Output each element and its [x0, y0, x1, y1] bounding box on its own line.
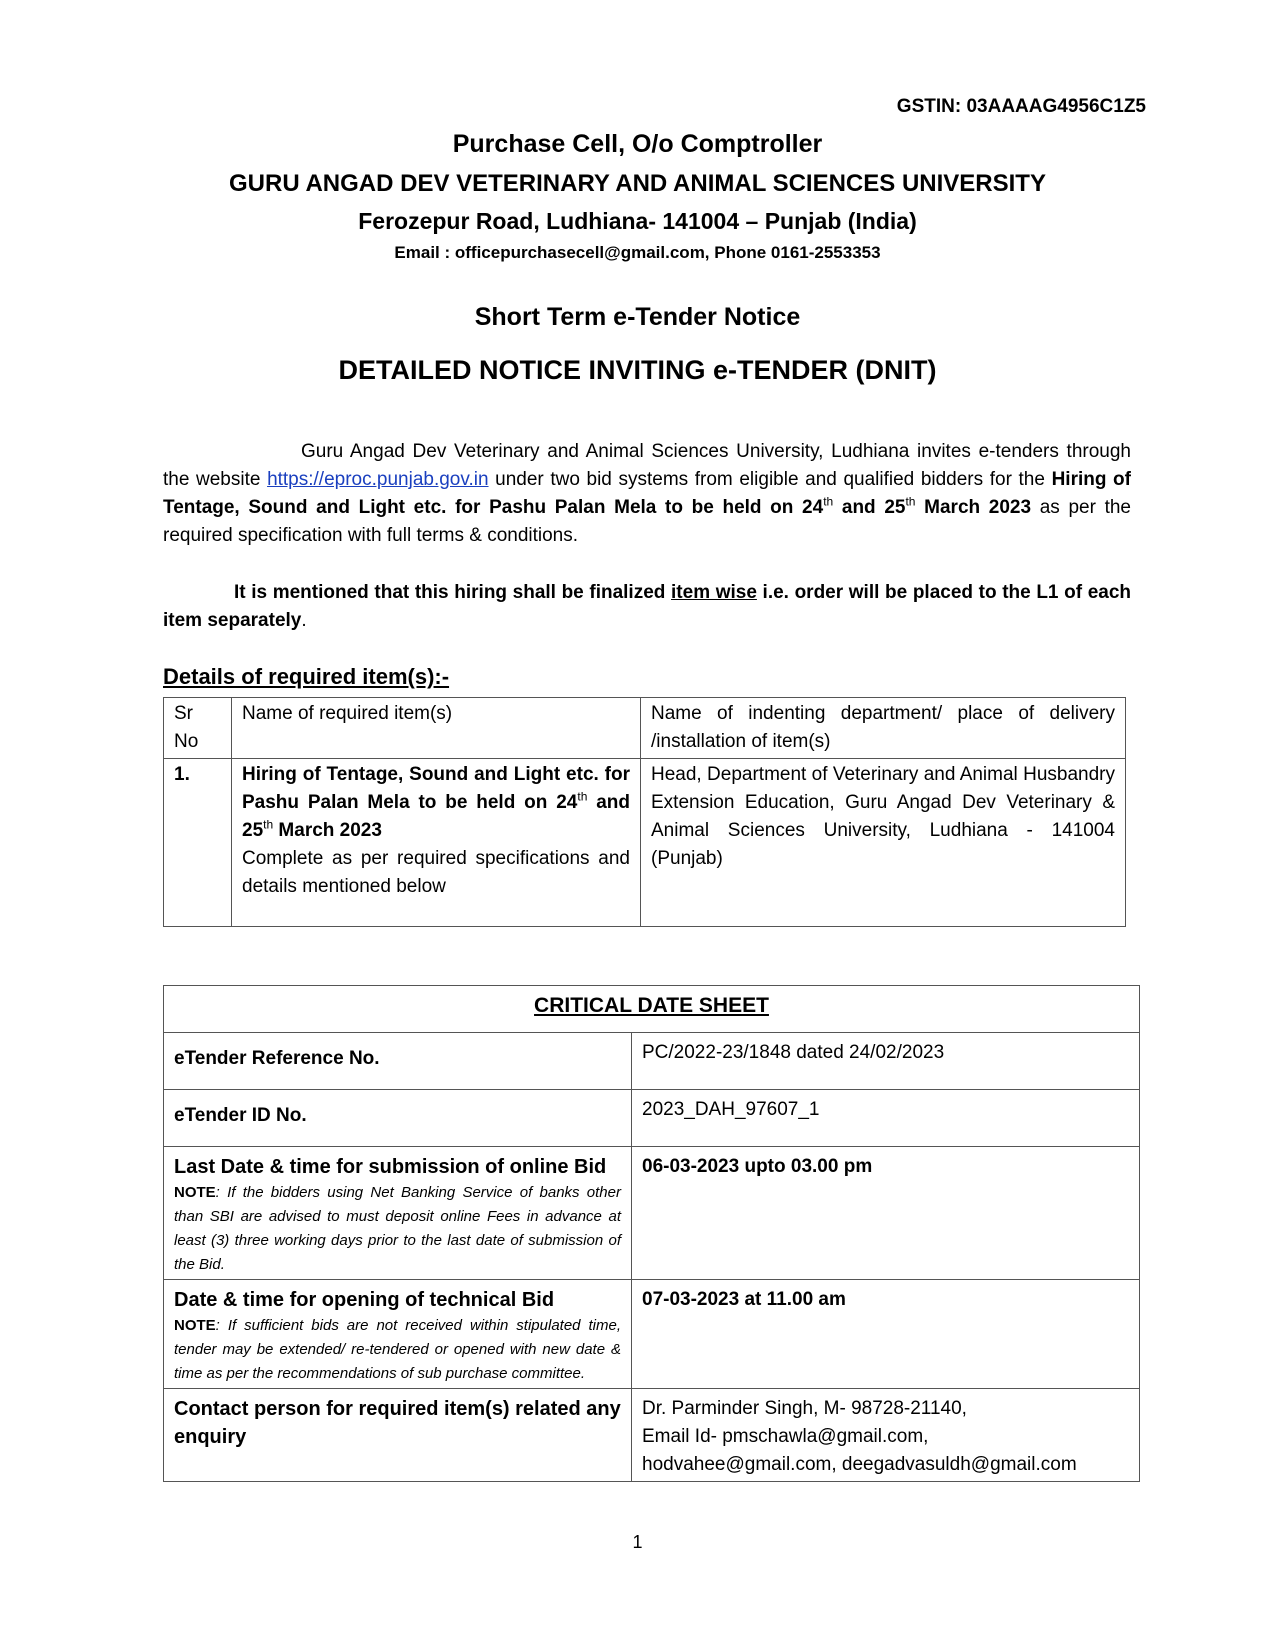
- intro-text: Guru Angad Dev Veterinary and Animal Sciences University, Ludhiana invites e-tenders through the website: [163, 441, 1131, 490]
- eproc-link[interactable]: https://eproc.punjab.gov.in: [267, 469, 489, 490]
- contact-line-2: Email Id- pmschawla@gmail.com,: [642, 1426, 929, 1447]
- submission-label: Last Date & time for submission of online Bid: [174, 1156, 607, 1178]
- opening-cell: [164, 1280, 632, 1389]
- page-number: 1: [632, 1532, 643, 1552]
- row-item: [232, 759, 641, 927]
- intro-text: under two bid systems from eligible and qualified bidders for the: [488, 469, 1052, 490]
- critical-date-table: [163, 985, 1140, 1482]
- critical-title: CRITICAL DATE SHEET: [164, 986, 1140, 1033]
- superscript: th: [823, 494, 834, 509]
- intro-text: as per the required specification with full terms & conditions.: [163, 497, 1131, 546]
- contact-label: Contact person for required item(s) related any enquiry: [164, 1389, 632, 1482]
- contact-line-3: hodvahee@gmail.com, deegadvasuldh@gmail.com: [642, 1454, 1077, 1475]
- table-row: [164, 1280, 1140, 1389]
- opening-label: Date & time for opening of technical Bid: [174, 1289, 555, 1311]
- mention-end: .: [301, 610, 307, 631]
- item-bold: Hiring of Tentage, Sound and Light etc. for Pashu Palan Mela to be held on 24: [242, 764, 630, 813]
- critical-title-row: [164, 986, 1140, 1033]
- submission-value: 06-03-2023 upto 03.00 pm: [632, 1147, 1140, 1280]
- intro-bold: March 2023: [915, 497, 1032, 518]
- gstin: GSTIN: 03AAAAG4956C1Z5: [896, 96, 1146, 117]
- table-header-row: [164, 698, 1126, 759]
- note-label: NOTE: [174, 1317, 216, 1334]
- office-title: Purchase Cell, O/o Comptroller: [452, 130, 823, 158]
- header-item: Name of required item(s): [232, 698, 641, 759]
- table-row: [164, 1389, 1140, 1482]
- item-bold: and 25: [242, 792, 630, 841]
- id-value: 2023_DAH_97607_1: [632, 1090, 1140, 1147]
- table-row: [164, 1147, 1140, 1280]
- ref-label: eTender Reference No.: [164, 1033, 632, 1090]
- contact-line: Email : officepurchasecell@gmail.com, Phone 0161-2553353: [394, 243, 881, 262]
- details-table: [163, 697, 1126, 927]
- opening-value: 07-03-2023 at 11.00 am: [632, 1280, 1140, 1389]
- notice-title: DETAILED NOTICE INVITING e-TENDER (DNIT): [338, 355, 937, 385]
- intro-paragraph: [163, 438, 1131, 550]
- contact-value: [632, 1389, 1140, 1482]
- address: Ferozepur Road, Ludhiana- 141004 – Punjab (India): [358, 208, 917, 234]
- row-department: Head, Department of Veterinary and Animal Husbandry Extension Education, Guru Angad Dev Veterinary & Animal Sciences University, Ludhiana - 141004 (Punjab): [641, 759, 1126, 927]
- id-label: eTender ID No.: [164, 1090, 632, 1147]
- intro-bold: Hiring of Tentage, Sound and Light etc. for Pashu Palan Mela to be held on 24: [163, 469, 1131, 518]
- header-sr: Sr No: [164, 698, 232, 759]
- note-label: NOTE: [174, 1184, 216, 1201]
- note-text: : If the bidders using Net Banking Service of banks other than SBI are advised to must deposit online Fees in advance at least (3) three working days prior to the last date of submission of the Bid.: [174, 1184, 621, 1273]
- item-description: Complete as per required specifications and details mentioned below: [242, 848, 630, 897]
- ref-value: PC/2022-23/1848 dated 24/02/2023: [632, 1033, 1140, 1090]
- contact-line-1: Dr. Parminder Singh, M- 98728-21140,: [642, 1398, 967, 1419]
- mention-underline: item wise: [671, 582, 757, 603]
- mention-bold: It is mentioned that this hiring shall be finalized: [234, 582, 672, 603]
- submission-note: [174, 1181, 621, 1277]
- details-title: Details of required item(s):-: [163, 664, 450, 689]
- superscript: th: [263, 817, 274, 832]
- superscript: th: [905, 494, 916, 509]
- superscript: th: [577, 789, 588, 804]
- table-row: [164, 759, 1126, 927]
- mention-paragraph: [163, 579, 1131, 635]
- table-row: [164, 1033, 1140, 1090]
- mention-bold: i.e. order will be placed to the L1 of each item separately: [163, 582, 1131, 631]
- notice-type: Short Term e-Tender Notice: [474, 303, 801, 331]
- university-name: GURU ANGAD DEV VETERINARY AND ANIMAL SCIENCES UNIVERSITY: [229, 170, 1046, 197]
- table-row: [164, 1090, 1140, 1147]
- row-sr: 1.: [164, 759, 232, 927]
- header-department: Name of indenting department/ place of delivery /installation of item(s): [641, 698, 1126, 759]
- intro-bold: and 25: [833, 497, 906, 518]
- opening-note: [174, 1314, 621, 1386]
- item-bold: March 2023: [273, 820, 382, 841]
- submission-cell: [164, 1147, 632, 1280]
- note-text: : If sufficient bids are not received within stipulated time, tender may be extended/ re-tendered or opened with new date & time as per the recommendations of sub purchase committee.: [174, 1317, 621, 1382]
